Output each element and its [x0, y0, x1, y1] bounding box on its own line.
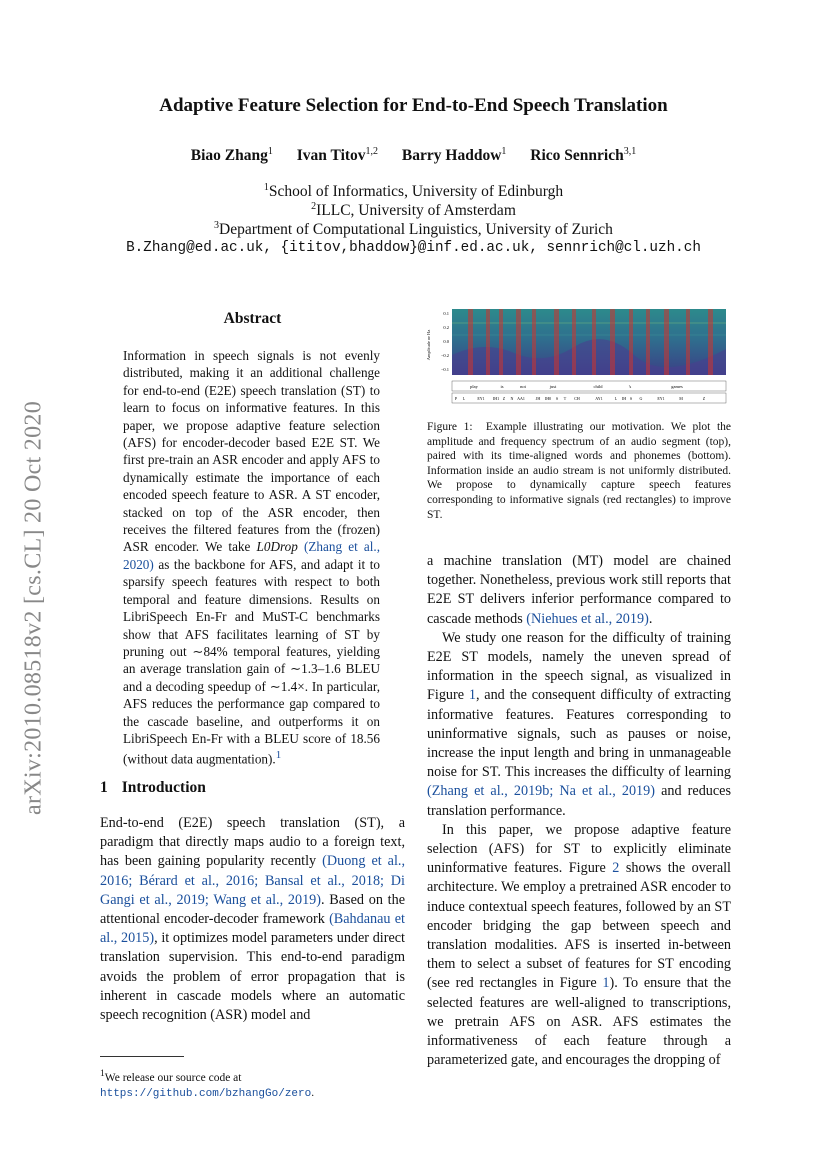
source-code-link[interactable]: https://github.com/bzhangGo/zero	[100, 1087, 312, 1100]
word-label: just	[549, 384, 557, 389]
phoneme-label: M	[679, 396, 683, 401]
phoneme-tier	[455, 396, 706, 401]
y-tick: −0.1	[440, 367, 449, 372]
citation-link[interactable]: (Duong et al., 2016; Bérard et al., 2016; Bansal et al., 2018; Di Gangi et al., 2019; Wang et al., 2019)	[100, 853, 405, 908]
footnote-rule	[100, 1056, 184, 1057]
phoneme-label: IH0	[544, 396, 552, 401]
citation-link[interactable]: (Zhang et al., 2019b; Na et al., 2019)	[427, 783, 655, 800]
footnote: $^1$We release our source code at https://github.com/bzhangGo/zero.	[100, 1068, 315, 1100]
y-tick: 0.0	[443, 339, 449, 344]
y-tick: 0.1	[443, 311, 449, 316]
y-tick: −0.2	[440, 353, 449, 358]
figure-ref-link[interactable]: 1	[602, 975, 610, 992]
word-label: play	[470, 384, 478, 389]
figure-1-spectrogram	[424, 305, 730, 409]
figure-1-caption: Figure 1: Example illustrating our motivation. We plot the amplitude and frequency spectrum of an audio segment (top), paired with its time-aligned words and phonemes (bottom). Information inside an audio stream is not uniformly distributed. We propose to dynamically capture speech features corresponding to informative signals (red rectangles) to improve ST.	[427, 421, 732, 521]
figure-ref-link[interactable]: 1	[468, 687, 476, 704]
y-axis-label: Amplitude or Hz	[426, 329, 431, 361]
author-emails: B.Zhang@ed.ac.uk, {ititov,bhaddow}@inf.ed.ac.uk, sennrich@cl.uzh.ch	[126, 240, 701, 256]
phoneme-label: EY1	[477, 396, 485, 401]
phoneme-label: Z	[702, 396, 706, 401]
word-label: is	[500, 384, 504, 389]
phoneme-label: G	[639, 396, 643, 401]
citation-link[interactable]: (Zhang et al., 2020)	[123, 539, 380, 572]
affiliation-2: $^2$ILLC, University of Amsterdam	[311, 201, 516, 220]
paper-title: Adaptive Feature Selection for End-to-End Speech Translation	[159, 95, 668, 116]
arxiv-id: arXiv:2010.08518v2 [cs.CL] 20 Oct 2020	[20, 400, 47, 815]
phoneme-label: IH	[621, 396, 627, 401]
author-1: Biao Zhang$^1$	[190, 146, 273, 165]
affiliation-1: $^1$School of Informatics, University of Edinburgh	[263, 182, 564, 201]
phoneme-label: S	[629, 396, 633, 401]
author-3: Barry Haddow$^1$	[401, 146, 507, 165]
citation-link[interactable]: (Niehues et al., 2019)	[526, 610, 649, 627]
word-label: child	[593, 384, 603, 389]
word-label: not	[520, 384, 526, 389]
y-tick: 0.2	[443, 325, 449, 330]
word-tier	[470, 384, 683, 389]
phoneme-label: AA1	[517, 396, 525, 401]
citation-link[interactable]: (Bahdanau et al., 2015)	[100, 911, 405, 947]
word-label: 's	[628, 384, 632, 389]
author-list	[0, 146, 827, 165]
phoneme-label: IH1	[492, 396, 500, 401]
phoneme-label: L	[614, 396, 618, 401]
phoneme-label: Z	[502, 396, 506, 401]
footnote-link[interactable]: 1	[275, 749, 282, 762]
phoneme-label: S	[555, 396, 559, 401]
phoneme-label: P	[454, 396, 458, 401]
affiliation-3: $^3$Department of Computational Linguistics, University of Zurich	[214, 220, 613, 239]
abstract-heading: Abstract	[223, 310, 282, 327]
author-2: Ivan Titov$^{1,2}$	[296, 146, 379, 165]
phoneme-label: N	[510, 396, 514, 401]
phoneme-label: L	[462, 396, 466, 401]
figure-ref-link[interactable]: 2	[612, 860, 620, 877]
intro-paragraph: End-to-end (E2E) speech translation (ST), a paradigm that directly maps audio to a foreign text, has been gaining popularity recently (Duong et al., 2016; Bérard et al., 2016; Bansal et al., 2018; Di Gangi et al., 2019; Wang et al., 2019). Based on the attentional encoder-decoder framework (Bahdanau et al., 2015), it optimizes model parameters under direct translation supervision. This end-to-end paradigm avoids the problem of error propagation that is inherent in cascade models where an automatic speech recognition (ASR) model and	[100, 815, 405, 1024]
phoneme-label: EY1	[657, 396, 665, 401]
phoneme-label: CH	[574, 396, 580, 401]
phoneme-label: T	[563, 396, 567, 401]
y-ticks	[441, 311, 450, 372]
right-column-text: a machine translation (MT) model are chained together. Nonetheless, previous work still reports that E2E ST delivers inferior performance compared to cascade methods (Niehues et al., 2019). We study one reason for the difficulty of training E2E ST models, namely the uneven spread of information in the speech signal, as visualized in Figure 1, and the consequent difficulty of extracting informative features. Features corresponding to uninformative signals, such as pauses or noise, increase the input length and bring in unmanageable noise for ST. This increases the difficulty of learning (Zhang et al., 2019b; Na et al., 2019) and reduces translation performance. In this paper, we propose adaptive feature selection (AFS) for ST to explicitly eliminate uninformative features. Figure 2 shows the overall architecture. We employ a pretrained ASR encoder to induce contextual speech features, followed by an ST encoder bridging the gap between speech and translation modalities. AFS is inserted in-between them to select a subset of features for ST encoding (see red rectangles in Figure 1). To ensure that the selected features are well-aligned to transcriptions, we pretrain AFS on ASR. AFS estimates the informativeness of each feature through a parameterized gate, and encourages the dropping of	[427, 553, 732, 1069]
word-label: games	[671, 384, 683, 389]
section-heading-introduction: 1 Introduction	[100, 779, 206, 796]
author-4: Rico Sennrich$^{3,1}$	[530, 146, 637, 165]
arxiv-sidebar-stamp	[14, 365, 54, 850]
phoneme-label: JH	[535, 396, 541, 401]
l0drop-term: L0Drop	[256, 539, 298, 555]
phoneme-label: AY1	[595, 396, 603, 401]
abstract-body: Information in speech signals is not evenly distributed, making it an additional challenge for end-to-end (E2E) speech translation (ST) to learn to focus on informative features. In this paper, we propose adaptive feature selection (AFS) for encoder-decoder based E2E ST. We first pre-train an ASR encoder and apply AFS to dynamically estimate the importance of each encoded speech feature to ASR. A ST encoder, stacked on top of the ASR encoder, then receives the filtered features from the (frozen) ASR encoder. We take L0Drop (Zhang et al., 2020) as the backbone for AFS, and adapt it to sparsify speech features with respect to both temporal and feature dimensions. Results on LibriSpeech En-Fr and MuST-C benchmarks show that AFS facilitates learning of ST by pruning out ∼84% temporal features, yielding an average translation gain of ∼1.3–1.6 BLEU and a decoding speedup of ∼1.4×. In particular, AFS reduces the performance gap compared to the cascade baseline, and outperforms it on LibriSpeech En-Fr with a BLEU score of 18.56 (without data augmentation).$^1$	[123, 348, 380, 767]
